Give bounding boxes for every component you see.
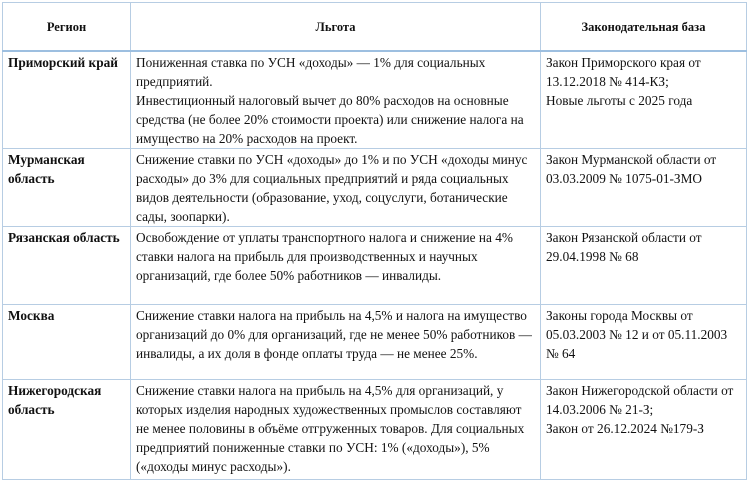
benefit-cell xyxy=(131,51,541,149)
law-cell xyxy=(541,149,747,227)
table-row xyxy=(3,305,747,380)
benefit-cell-text: Снижение ставки налога на прибыль на 4,5% и налога на имущество организаций до 0% для организаций, где не менее 50% работников — инвалиды, а их доля в фонде оплаты труда — не менее 25%. xyxy=(136,308,532,361)
law-cell-text: Закон Нижегородской области от 14.03.2006 № 21-З; xyxy=(546,383,734,417)
table-row xyxy=(3,51,747,149)
header-law: Законодательная база xyxy=(541,3,747,52)
region-cell-text: Рязанская область xyxy=(8,230,120,245)
law-cell-text: Закон от 26.12.2024 №179-З xyxy=(546,421,704,436)
law-cell-text: Новые льготы с 2025 года xyxy=(546,93,693,108)
benefit-cell-text: Инвестиционный налоговый вычет до 80% расходов на основные средства (не более 20% стоимости проекта) или снижение налога на имущество на 20% расходов на проект. xyxy=(136,93,524,146)
header-region: Регион xyxy=(3,3,131,52)
table-row xyxy=(3,380,747,480)
law-cell-text: Закон Приморского края от 13.12.2018 № 414-КЗ; xyxy=(546,55,701,89)
regional-benefits-table xyxy=(2,2,747,480)
table-row xyxy=(3,227,747,305)
benefit-cell xyxy=(131,380,541,480)
benefit-cell xyxy=(131,227,541,305)
region-cell xyxy=(3,149,131,227)
law-cell-text: Закон Рязанской области от 29.04.1998 № 68 xyxy=(546,230,702,264)
region-cell xyxy=(3,51,131,149)
region-cell xyxy=(3,305,131,380)
benefit-cell-text: Снижение ставки налога на прибыль на 4,5% для организаций, у которых изделия народных художественных промыслов составляют не менее половины в объёме отгруженных товаров. Для социальных предприятий пониженные ставки по УСН: 1% («доходы»), 5% («доходы минус расходы»). xyxy=(136,383,525,474)
benefit-cell-text: Снижение ставки по УСН «доходы» до 1% и по УСН «доходы минус расходы» до 3% для социальных предприятий и ряда социальных видов деятельности (образование, уход, соцуслуги, ботанические сады, зоопарки). xyxy=(136,152,528,224)
law-cell xyxy=(541,305,747,380)
benefit-cell xyxy=(131,149,541,227)
region-cell-text: Приморский край xyxy=(8,55,118,70)
region-cell-text: Москва xyxy=(8,308,55,323)
benefit-cell-text: Освобождение от уплаты транспортного налога и снижение на 4% ставки налога на прибыль для производственных и научных организаций, где более 50% работников — инвалиды. xyxy=(136,230,513,283)
law-cell xyxy=(541,227,747,305)
benefit-cell xyxy=(131,305,541,380)
law-cell xyxy=(541,380,747,480)
law-cell-text: Законы города Москвы от 05.03.2003 № 12 и от 05.11.2003 № 64 xyxy=(546,308,728,361)
region-cell-text: Нижегородская область xyxy=(8,383,102,417)
region-cell xyxy=(3,380,131,480)
region-cell xyxy=(3,227,131,305)
law-cell-text: Закон Мурманской области от 03.03.2009 № 1075-01-ЗМО xyxy=(546,152,717,186)
header-row xyxy=(3,3,747,52)
law-cell xyxy=(541,51,747,149)
header-benefit: Льгота xyxy=(131,3,541,52)
benefit-cell-text: Пониженная ставка по УСН «доходы» — 1% для социальных предприятий. xyxy=(136,55,486,89)
table-row xyxy=(3,149,747,227)
region-cell-text: Мурманская область xyxy=(8,152,85,186)
